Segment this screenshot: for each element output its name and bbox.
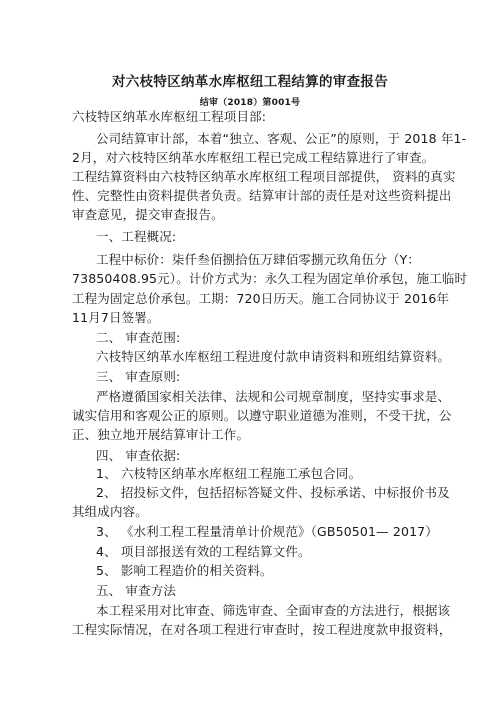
paragraph-line: 审查意见，提交审查报告。 [72,207,224,222]
paragraph-line: 六枝特区纳革水库枢纽工程进度付款申请资料和班组结算资料。 [96,349,451,364]
list-item: 5、 影响工程造价的相关资料。 [96,563,273,578]
paragraph-line: 工程结算资料由六枝特区纳革水库枢纽工程项目部提供， 资料的真实 [72,169,456,184]
paragraph-line: 工程实际情况，在对各项工程进行审查时，按工程进度款申报资料， [72,622,452,637]
paragraph-line: 其组成内容。 [72,504,148,519]
document-number: 结审（2018）第001号 [199,98,301,108]
list-item: 1、 六枝特区纳革水库枢纽工程施工承包合同。 [96,466,362,481]
section-heading: 二、 审查范围: [96,330,181,345]
list-item: 4、 项目部报送有效的工程结算文件。 [96,544,311,559]
section-heading: 一、工程概况: [96,229,177,244]
section-heading: 五、 审查方法 [96,583,177,598]
paragraph-line: 11月7日签署。 [72,310,160,325]
section-heading: 三、 审查原则: [96,369,181,384]
list-item: 2、 招投标文件，包括招标答疑文件、投标承诺、中标报价书及 [96,485,450,500]
paragraph-line: 性、完整性由资料提供者负责。结算审计部的责任是对这些资料提出 [72,188,452,203]
paragraph-line: 工程中标价：柒仟叁佰捌拾伍万肆佰零捌元玖角伍分（Y： [96,252,421,267]
addressee-line: 六枝特区纳革水库枢纽工程项目部: [72,109,267,124]
paragraph-line: 73850408.95元）。计价方式为：永久工程为固定单价承包，施工临时 [72,271,468,286]
paragraph-line: 工程为固定总价承包。工期：720日历天。施工合同协议于 2016年 [72,291,450,306]
document-title: 对六枝特区纳革水库枢纽工程结算的审查报告 [112,74,388,90]
paragraph-line: 诚实信用和客观公正的原则。以遵守职业道德为准则，不受干扰，公 [72,408,452,423]
paragraph-line: 本工程采用对比审查、筛选审查、全面审查的方法进行，根据该 [96,603,451,618]
paragraph-line: 2月，对六枝特区纳革水库枢纽工程已完成工程结算进行了审查。 [72,150,435,165]
section-heading: 四、 审查依据: [96,448,181,463]
list-item: 3、 《水利工程工程量清单计价规范》（GB50501— 2017） [96,524,438,539]
paragraph-line: 正、独立地开展结算审计工作。 [72,427,250,442]
paragraph-line: 严格遵循国家相关法律、法规和公司规章制度，坚持实事求是、 [96,389,451,404]
paragraph-line: 公司结算审计部，本着“独立、客观、公正”的原则，于 2018 年1- [96,131,467,146]
